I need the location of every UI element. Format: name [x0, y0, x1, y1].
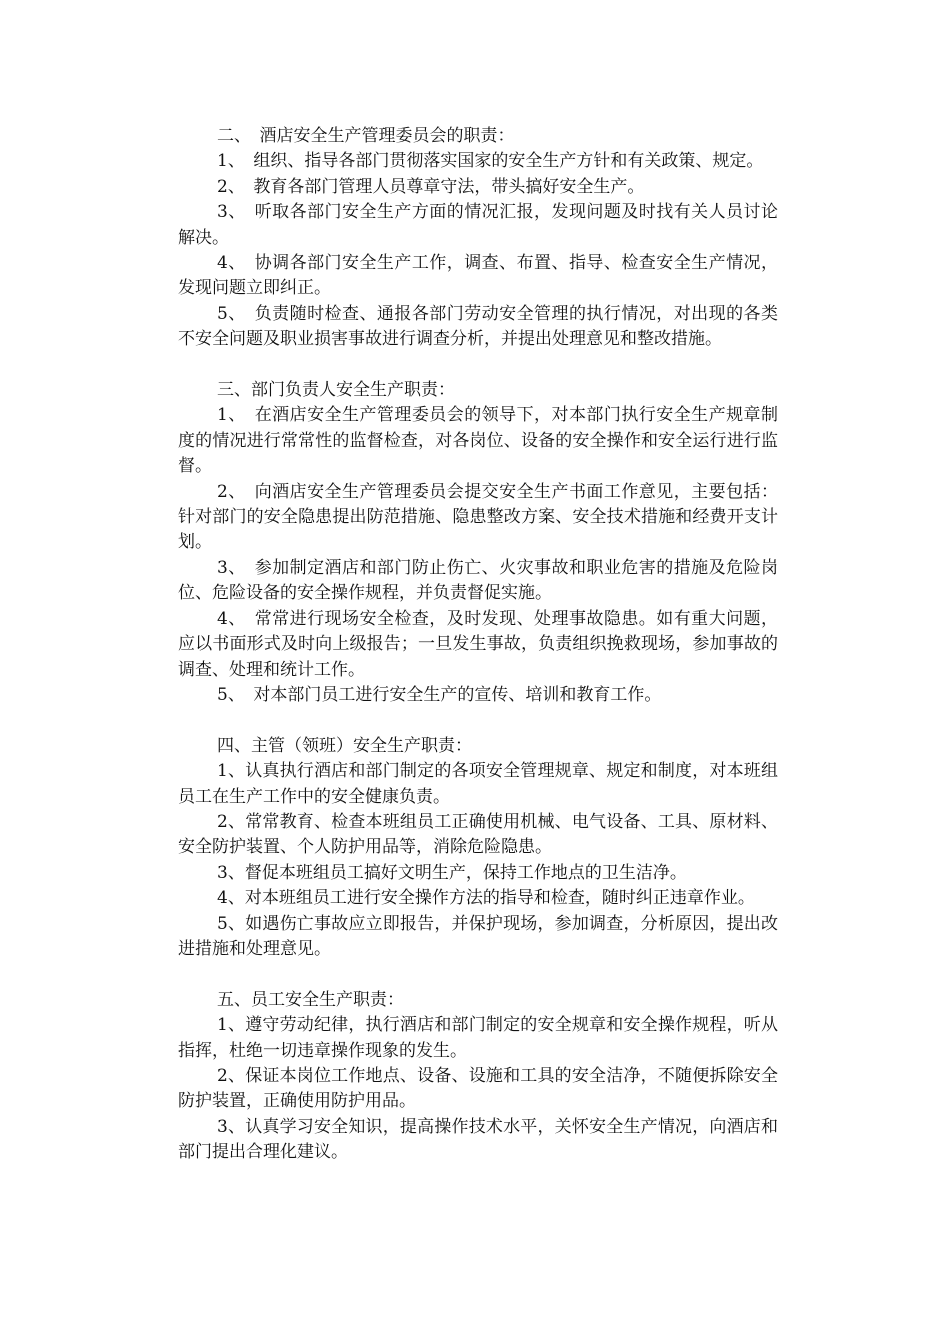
list-item: 1、 在酒店安全生产管理委员会的领导下，对本部门执行安全生产规章制度的情况进行常常性的监督检查，对各岗位、设备的安全操作和安全运行进行监督。: [178, 405, 778, 477]
list-item: 1、遵守劳动纪律，执行酒店和部门制定的安全规章和安全操作规程，听从指挥，杜绝一切违章操作现象的发生。: [178, 1015, 778, 1061]
list-item: 4、 协调各部门安全生产工作，调查、布置、指导、检查安全生产情况，发现问题立即纠正。: [178, 253, 778, 299]
section-department-head: [178, 378, 778, 708]
list-item: 2、 向酒店安全生产管理委员会提交安全生产书面工作意见，主要包括：针对部门的安全隐患提出防范措施、隐患整改方案、安全技术措施和经费开支计划。: [178, 481, 778, 553]
section-heading: 二、 酒店安全生产管理委员会的职责：: [217, 126, 515, 146]
list-item: 3、认真学习安全知识，提高操作技术水平，关怀安全生产情况，向酒店和部门提出合理化建议。: [178, 1116, 778, 1163]
document-page: [178, 124, 778, 1166]
list-item: 1、认真执行酒店和部门制定的各项安全管理规章、规定和制度，对本班组员工在生产工作中的安全健康负责。: [178, 761, 778, 807]
list-item: 2、保证本岗位工作地点、设备、设施和工具的安全洁净，不随便拆除安全防护装置，正确使用防护用品。: [178, 1065, 778, 1112]
list-item: 4、对本班组员工进行安全操作方法的指导和检查，随时纠正违章作业。: [217, 888, 755, 909]
section-heading: 三、部门负责人安全生产职责：: [217, 380, 455, 401]
list-item: 2、常常教育、检查本班组员工正确使用机械、电气设备、工具、原材料、安全防护装置、个人防护用品等，消除危险隐患。: [178, 811, 778, 858]
section-heading: 五、员工安全生产职责：: [217, 989, 404, 1010]
list-item: 5、如遇伤亡事故应立即报告，并保护现场，参加调查，分析原因，提出改进措施和处理意见。: [178, 913, 778, 959]
list-item: 4、 常常进行现场安全检查，及时发现、处理事故隐患。如有重大问题，应以书面形式及时向上级报告；一旦发生事故，负责组织挽救现场，参加事故的调查、处理和统计工作。: [178, 608, 778, 680]
list-item: 2、 教育各部门管理人员尊章守法，带头搞好安全生产。: [217, 176, 645, 197]
list-item: 5、 对本部门员工进行安全生产的宣传、培训和教育工作。: [217, 684, 662, 705]
section-supervisor: [178, 734, 778, 963]
section-heading: 四、主管（领班）安全生产职责：: [217, 735, 472, 756]
list-item: 1、 组织、指导各部门贯彻落实国家的安全生产方针和有关政策、规定。: [217, 151, 764, 172]
section-committee: [178, 124, 778, 353]
list-item: 3、 听取各部门安全生产方面的情况汇报，发现问题及时找有关人员讨论解决。: [178, 202, 778, 248]
list-item: 3、 参加制定酒店和部门防止伤亡、火灾事故和职业危害的措施及危险岗位、危险设备的安全操作规程，并负责督促实施。: [178, 557, 778, 604]
list-item: 3、督促本班组员工搞好文明生产，保持工作地点的卫生洁净。: [217, 862, 687, 883]
section-employee: [178, 988, 778, 1166]
list-item: 5、 负责随时检查、通报各部门劳动安全管理的执行情况，对出现的各类不安全问题及职业损害事故进行调查分析，并提出处理意见和整改措施。: [178, 303, 778, 350]
